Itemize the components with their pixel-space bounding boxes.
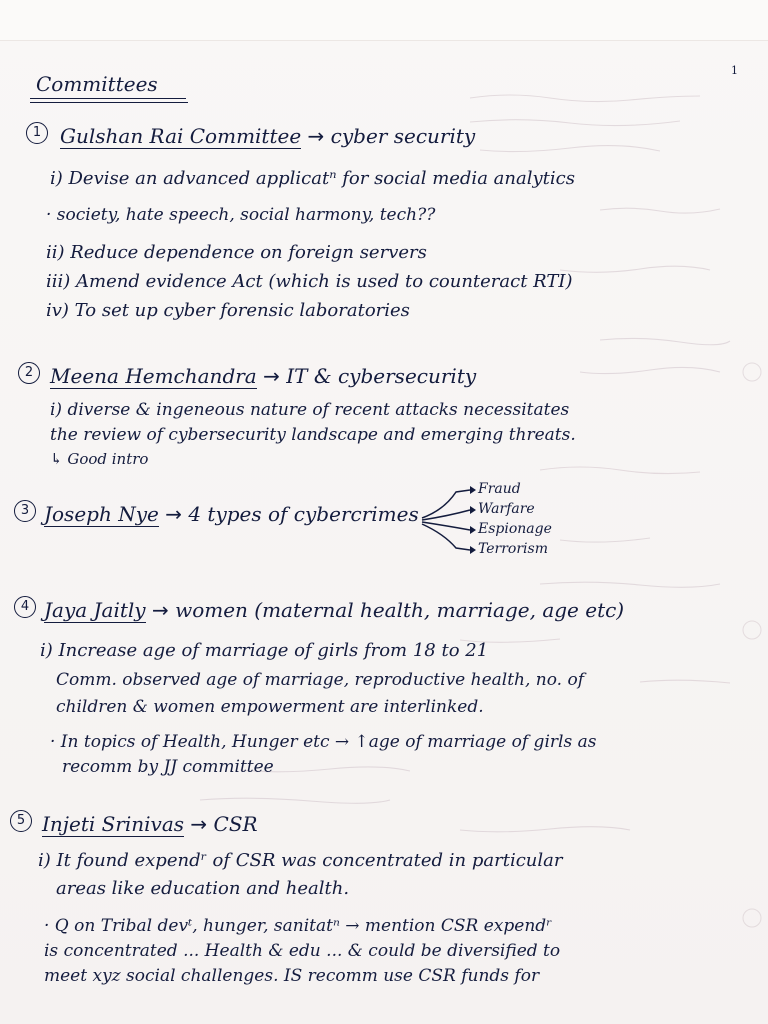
page-title-text: Committees [36,72,158,96]
cybercrime-type: Terrorism [478,541,548,557]
section-number: 5 [10,810,32,832]
committee-name: Joseph Nye [44,502,159,526]
section-line: iv) To set up cyber forensic laboratories [46,300,410,321]
section-line: children & women empowerment are interlinked. [56,697,484,717]
section-heading [50,364,476,388]
section-line: · society, hate speech, social harmony, tech?? [46,205,436,225]
committee-name: Gulshan Rai Committee [60,124,302,148]
committee-topic: women (maternal health, marriage, age etc) [175,598,625,622]
committee-topic: cyber security [330,124,476,148]
branch-arrows [418,480,478,570]
section-line: recomm by JJ committee [62,757,274,777]
section-number: 4 [14,596,36,618]
title-underline-2 [30,102,188,103]
committee-topic: IT & cybersecurity [286,364,477,388]
arrow-icon: → [190,812,214,836]
committee-name: Injeti Srinivas [42,812,185,836]
section-line: · Q on Tribal devᵗ, hunger, sanitatⁿ → mention CSR expendʳ [44,916,553,936]
committee-topic: 4 types of cybercrimes [188,502,419,526]
section-line: the review of cybersecurity landscape and emerging threats. [50,425,576,445]
arrow-icon: → [165,502,189,526]
section-line: ii) Reduce dependence on foreign servers [46,242,427,263]
section-line: areas like education and health. [56,878,350,899]
section-line: Comm. observed age of marriage, reproductive health, no. of [56,670,585,690]
section-heading [44,502,419,526]
section-line: is concentrated ... Health & edu ... & could be diversified to [44,941,561,961]
arrow-icon: → [151,598,176,622]
section-line: i) Increase age of marriage of girls from 18 to 21 [40,640,489,661]
section-line: i) Devise an advanced applicatⁿ for social media analytics [50,168,575,189]
cybercrime-type: Warfare [478,501,535,517]
cybercrime-type: Fraud [478,481,521,497]
committee-name: Meena Hemchandra [50,364,257,388]
section-line: meet xyz social challenges. IS recomm use CSR funds for [44,966,540,986]
cybercrime-type: Espionage [478,521,552,537]
section-line: i) diverse & ingeneous nature of recent attacks necessitates [50,400,570,420]
section-line: · In topics of Health, Hunger etc → ↑age of marriage of girls as [50,732,597,752]
section-line: iii) Amend evidence Act (which is used to counteract RTI) [46,271,573,292]
section-number: 2 [18,362,40,384]
page-number: 1 [731,64,738,77]
arrow-icon: → [307,124,331,148]
section-heading [60,124,475,148]
committee-name: Jaya Jaitly [44,598,146,622]
section-number: 3 [14,500,36,522]
page-title [36,72,158,96]
section-number: 1 [26,122,48,144]
committee-topic: CSR [213,812,258,836]
title-underline-1 [30,98,186,99]
section-heading [42,812,258,836]
page-top-margin [0,0,768,41]
section-line: ↳ Good intro [50,450,149,468]
arrow-icon: → [263,364,287,388]
section-line: i) It found expendʳ of CSR was concentrated in particular [38,850,563,871]
section-heading [44,598,624,622]
